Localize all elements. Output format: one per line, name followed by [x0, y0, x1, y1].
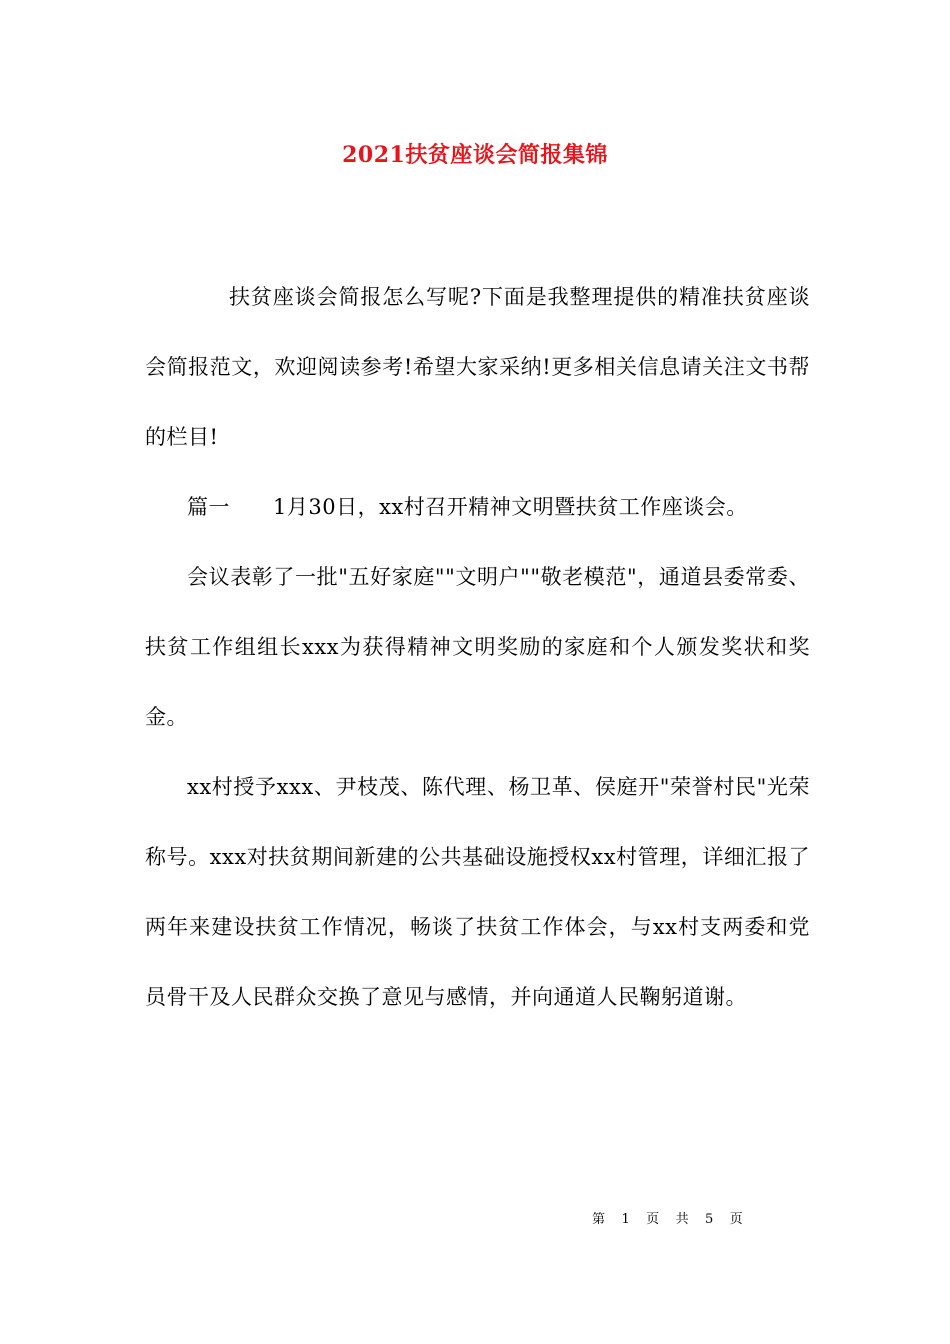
- document-title: 2021扶贫座谈会简报集锦: [342, 142, 608, 168]
- paragraph-section-one: 篇一 1月30日，xx村召开精神文明暨扶贫工作座谈会。: [187, 495, 748, 519]
- footer-label-unit: 页: [646, 1212, 661, 1227]
- footer-total-pages: 5: [705, 1212, 715, 1227]
- paragraph-honorary-villagers: xx村授予xxx、尹枝茂、陈代理、杨卫革、侯庭开"荣誉村民"光荣称号。xxx对扶贫期间新建的公共基础设施授权xx村管理，详细汇报了两年来建设扶贫工作情况，畅谈了扶贫工作体会，与xx村支两委和党员骨干及人民群众交换了意见与感情，并向通道人民鞠躬道谢。: [145, 775, 810, 1009]
- paragraph-intro: 扶贫座谈会简报怎么写呢?下面是我整理提供的精准扶贫座谈会简报范文，欢迎阅读参考!希望大家采纳!更多相关信息请关注文书帮的栏目!: [145, 285, 810, 449]
- paragraph-commendation: 会议表彰了一批"五好家庭""文明户""敬老模范"，通道县委常委、扶贫工作组组长xxx为获得精神文明奖励的家庭和个人颁发奖状和奖金。: [145, 565, 810, 729]
- footer-label-total: 共: [675, 1212, 690, 1227]
- footer-label-page: 第: [592, 1212, 607, 1227]
- document-body: [145, 262, 810, 1032]
- page-number-footer: [592, 1208, 744, 1227]
- footer-label-unit-end: 页: [729, 1212, 744, 1227]
- footer-current-page: 1: [621, 1212, 631, 1227]
